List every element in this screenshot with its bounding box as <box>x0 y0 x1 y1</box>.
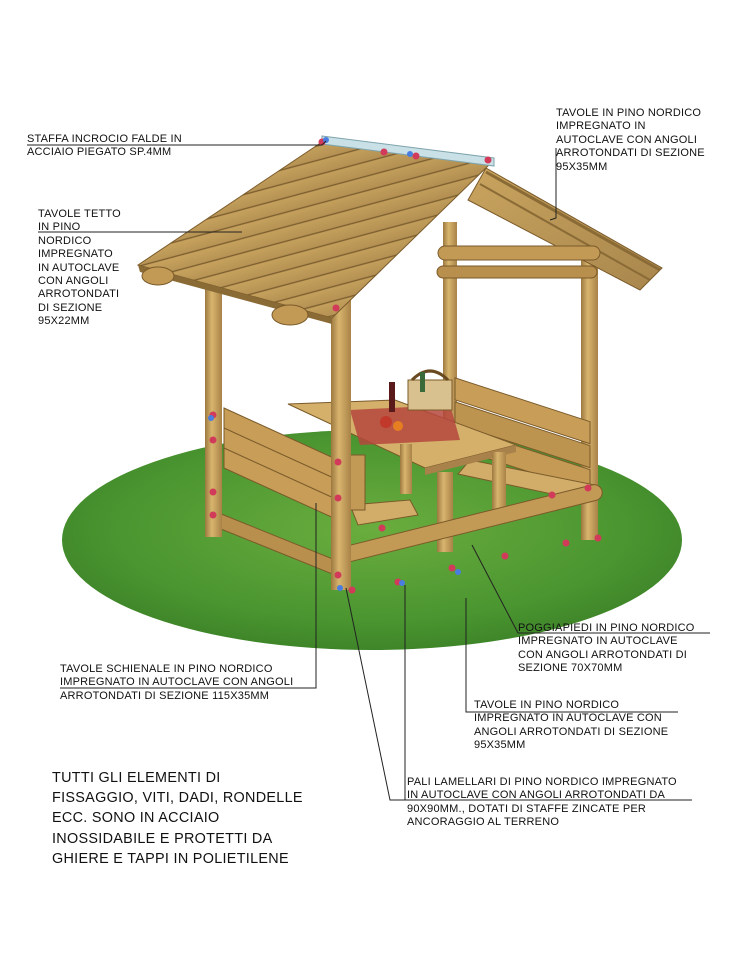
label-tavole-tetto: TAVOLE TETTO IN PINO NORDICO IMPREGNATO IN AUTOCLAVE CON ANGOLI ARROTONDATI DI SEZIONE 95X22MM <box>38 208 121 328</box>
post-front-left <box>205 285 222 537</box>
label-poggiapiedi: POGGIAPIEDI IN PINO NORDICO IMPREGNATO IN AUTOCLAVE CON ANGOLI ARROTONDATI DI SEZIONE 70X70MM <box>518 622 695 675</box>
fasteners-note: TUTTI GLI ELEMENTI DI FISSAGGIO, VITI, DADI, RONDELLE ECC. SONO IN ACCIAIO INOSSIDABILE E PROTETTI DA GHIERE E TAPPI IN POLIETILENE <box>52 770 303 867</box>
label-tavole-pino-top: TAVOLE IN PINO NORDICO IMPREGNATO IN AUTOCLAVE CON ANGOLI ARROTONDATI DI SEZIONE 95X35MM <box>556 107 705 173</box>
table-leg-front <box>437 472 453 552</box>
label-staffa: STAFFA INCROCIO FALDE IN ACCIAIO PIEGATO SP.4MM <box>27 133 182 159</box>
label-tavole-pino-mid: TAVOLE IN PINO NORDICO IMPREGNATO IN AUTOCLAVE CON ANGOLI ARROTONDATI DI SEZIONE 95X35MM <box>474 699 669 752</box>
post-front-center <box>331 290 351 590</box>
beam-gable-upper <box>438 246 600 260</box>
beam-gable-lower <box>437 266 597 278</box>
label-schienale: TAVOLE SCHIENALE IN PINO NORDICO IMPREGNATO IN AUTOCLAVE CON ANGOLI ARROTONDATI DI SEZIONE 115X35MM <box>60 663 294 702</box>
roof-front-slope <box>138 140 492 318</box>
label-pali: PALI LAMELLARI DI PINO NORDICO IMPREGNATO IN AUTOCLAVE CON ANGOLI ARROTONDATI DA 90X90MM., DOTATI DI STAFFE ZINCATE PER ANCORAGGIO AL TERRENO <box>407 776 677 829</box>
